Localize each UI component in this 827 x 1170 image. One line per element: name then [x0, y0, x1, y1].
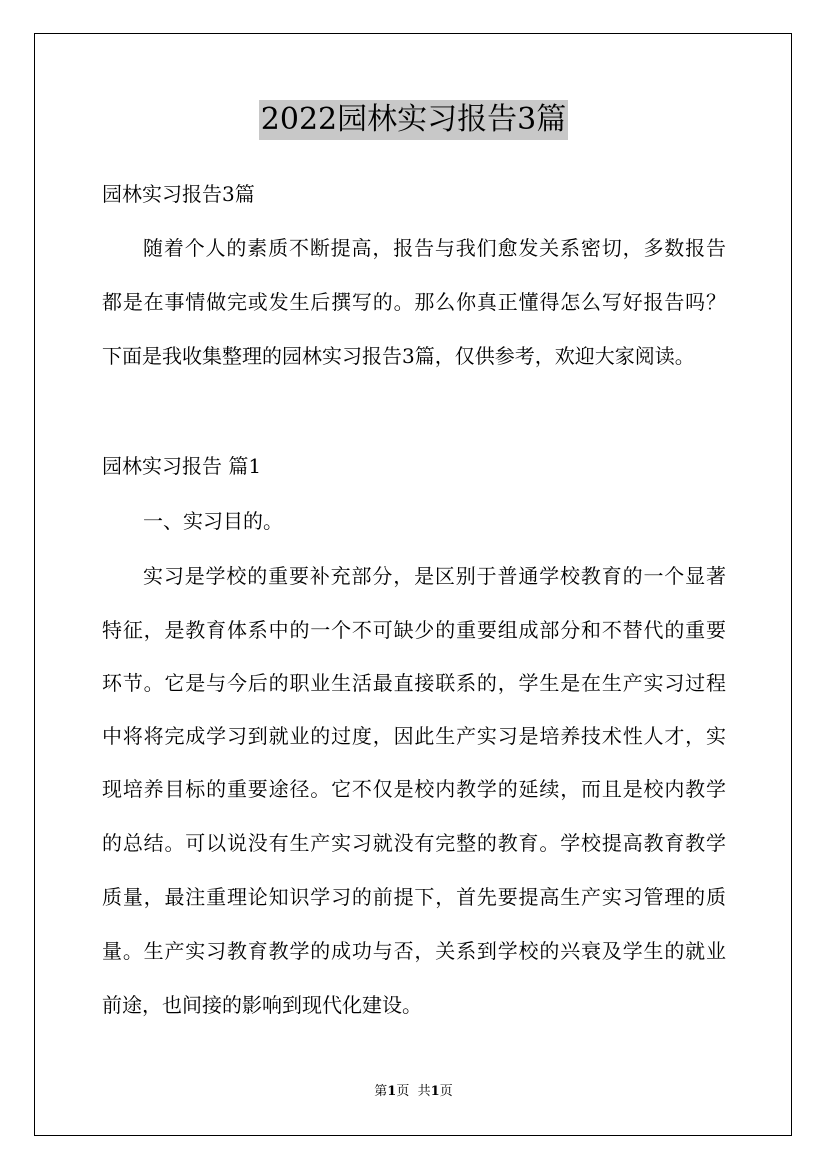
body-line-6: 的总结。可以说没有生产实习就没有完整的教育。学校提高教育教学 [102, 831, 726, 855]
footer-total-prefix: 共 [417, 1084, 431, 1099]
body-line-2: 特征，是教育体系中的一个不可缺少的重要组成部分和不替代的重要 [102, 618, 726, 642]
footer-page-number: 1 [387, 1084, 397, 1099]
intro-line-1: 随着个人的素质不断提高，报告与我们愈发关系密切，多数报告 [143, 236, 726, 260]
section-heading: 园林实习报告 篇1 [102, 454, 262, 478]
footer-page-prefix: 第 [374, 1084, 388, 1099]
footer-total-suffix: 页 [439, 1084, 453, 1099]
intro-line-2: 都是在事情做完或发生后撰写的。那么你真正懂得怎么写好报告吗？ [102, 290, 726, 314]
body-line-7: 质量，最注重理论知识学习的前提下，首先要提高生产实习管理的质 [102, 885, 726, 909]
body-line-8: 量。生产实习教育教学的成功与否，关系到学校的兴衰及学生的就业 [102, 939, 726, 963]
item-heading: 一、实习目的。 [143, 509, 283, 533]
document-title: 2022园林实习报告3篇 [259, 100, 568, 140]
page-footer [0, 1083, 827, 1101]
footer-page-suffix: 页 [396, 1084, 410, 1099]
title-container [0, 100, 827, 140]
intro-line-3: 下面是我收集整理的园林实习报告3篇，仅供参考，欢迎大家阅读。 [102, 344, 695, 368]
body-line-1: 实习是学校的重要补充部分，是区别于普通学校教育的一个显著 [143, 564, 726, 588]
document-subtitle: 园林实习报告3篇 [102, 182, 255, 206]
body-line-5: 现培养目标的重要途径。它不仅是校内教学的延续，而且是校内教学 [102, 777, 726, 801]
footer-total-number: 1 [430, 1084, 440, 1099]
body-line-3: 环节。它是与今后的职业生活最直接联系的，学生是在生产实习过程 [102, 671, 726, 695]
body-line-4: 中将将完成学习到就业的过度，因此生产实习是培养技术性人才，实 [102, 724, 726, 748]
body-line-9: 前途，也间接的影响到现代化建设。 [102, 993, 422, 1017]
